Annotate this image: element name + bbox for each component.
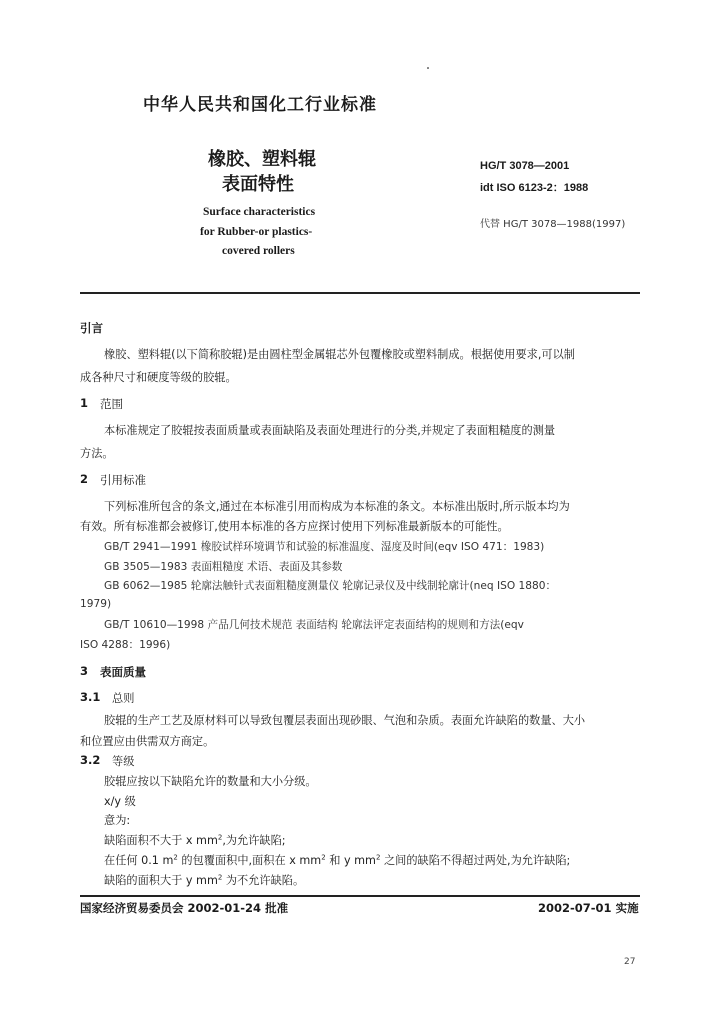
intro-heading: 引言 — [80, 321, 103, 335]
title-en-line1: Surface characteristics — [203, 206, 316, 218]
scan-speck — [427, 67, 429, 69]
meaning-label: 意为: — [104, 814, 131, 827]
section-3-2-line1: 胶辊应按以下缺陷允许的数量和大小分级。 — [104, 775, 317, 788]
section-3-number: 3 — [80, 664, 89, 678]
bottom-divider — [80, 895, 640, 897]
section-1-line1: 本标准规定了胶辊按表面质量或表面缺陷及表面处理进行的分类,并规定了表面粗糙度的测量 — [104, 424, 556, 437]
section-1-title: 范围 — [100, 397, 123, 411]
page-number: 27 — [624, 957, 636, 967]
section-1-number: 1 — [80, 396, 89, 410]
defect-rule-2: 在任何 0.1 $m^2$ 的包覆面积中,面积在 x $mm^2$ 和 y $mm^2$ 之间的缺陷不得超过两处,为允许缺陷; — [104, 853, 571, 867]
section-3-2-number: 3.2 — [80, 753, 101, 767]
section-2-line1: 下列标准所包含的条文,通过在本标准引用而构成为本标准的条文。本标准出版时,所示版本均为 — [104, 500, 570, 513]
top-divider — [80, 292, 640, 294]
section-2-line2: 有效。所有标准都会被修订,使用本标准的各方应探讨使用下列标准最新版本的可能性。 — [80, 520, 509, 533]
reference-4-cont: ISO 4288：1996) — [80, 639, 171, 651]
title-en-line3: covered rollers — [222, 245, 295, 257]
section-3-1-title: 总则 — [112, 692, 135, 705]
title-cn-line1: 橡胶、塑料辊 — [208, 149, 316, 170]
idt-code: idt ISO 6123-2：1988 — [480, 182, 589, 194]
reference-4: GB/T 10610—1998 产品几何技术规范 表面结构 轮廓法评定表面结构的规则和方法(eqv — [104, 619, 524, 631]
approval-date: 国家经济贸易委员会 2002-01-24 批准 — [80, 901, 289, 915]
defect-rule-1: 缺陷面积不大于 x $mm^2$,为允许缺陷; — [104, 833, 286, 847]
section-3-title: 表面质量 — [100, 665, 146, 679]
section-2-number: 2 — [80, 472, 89, 486]
intro-line1: 橡胶、塑料辊(以下简称胶辊)是由圆柱型金属辊芯外包覆橡胶或塑料制成。根据使用要求,可以制 — [104, 348, 575, 361]
replaces-code: 代替 HG/T 3078—1988(1997) — [480, 219, 626, 230]
reference-2: GB 3505—1983 表面粗糙度 术语、表面及其参数 — [104, 561, 343, 573]
reference-1: GB/T 2941—1991 橡胶试样环境调节和试验的标准温度、湿度及时间(eqv ISO 471：1983) — [104, 541, 545, 553]
issuing-org-header: 中华人民共和国化工行业标准 — [143, 95, 377, 115]
section-3-1-line1: 胶辊的生产工艺及原材料可以导致包覆层表面出现砂眼、气泡和杂质。表面允许缺陷的数量、大小 — [104, 714, 586, 727]
section-3-1-number: 3.1 — [80, 690, 101, 704]
reference-3: GB 6062—1985 轮廓法触针式表面粗糙度测量仪 轮廓记录仪及中线制轮廓计(neq ISO 1880： — [104, 580, 557, 592]
section-3-1-line2: 和位置应由供需双方商定。 — [80, 735, 215, 748]
intro-line2: 成各种尺寸和硬度等级的胶辊。 — [80, 371, 237, 384]
section-1-line2: 方法。 — [80, 447, 114, 460]
effective-date: 2002-07-01 实施 — [538, 901, 639, 915]
reference-3-cont: 1979) — [80, 598, 112, 610]
section-2-title: 引用标准 — [100, 473, 146, 487]
standard-code: HG/T 3078—2001 — [480, 160, 570, 172]
title-en-line2: for Rubber-or plastics- — [200, 226, 313, 238]
title-cn-line2: 表面特性 — [222, 174, 294, 195]
defect-rule-3: 缺陷的面积大于 y $mm^2$ 为不允许缺陷。 — [104, 873, 305, 887]
section-3-2-title: 等级 — [112, 755, 135, 768]
grade-notation: x/y 级 — [104, 795, 136, 808]
